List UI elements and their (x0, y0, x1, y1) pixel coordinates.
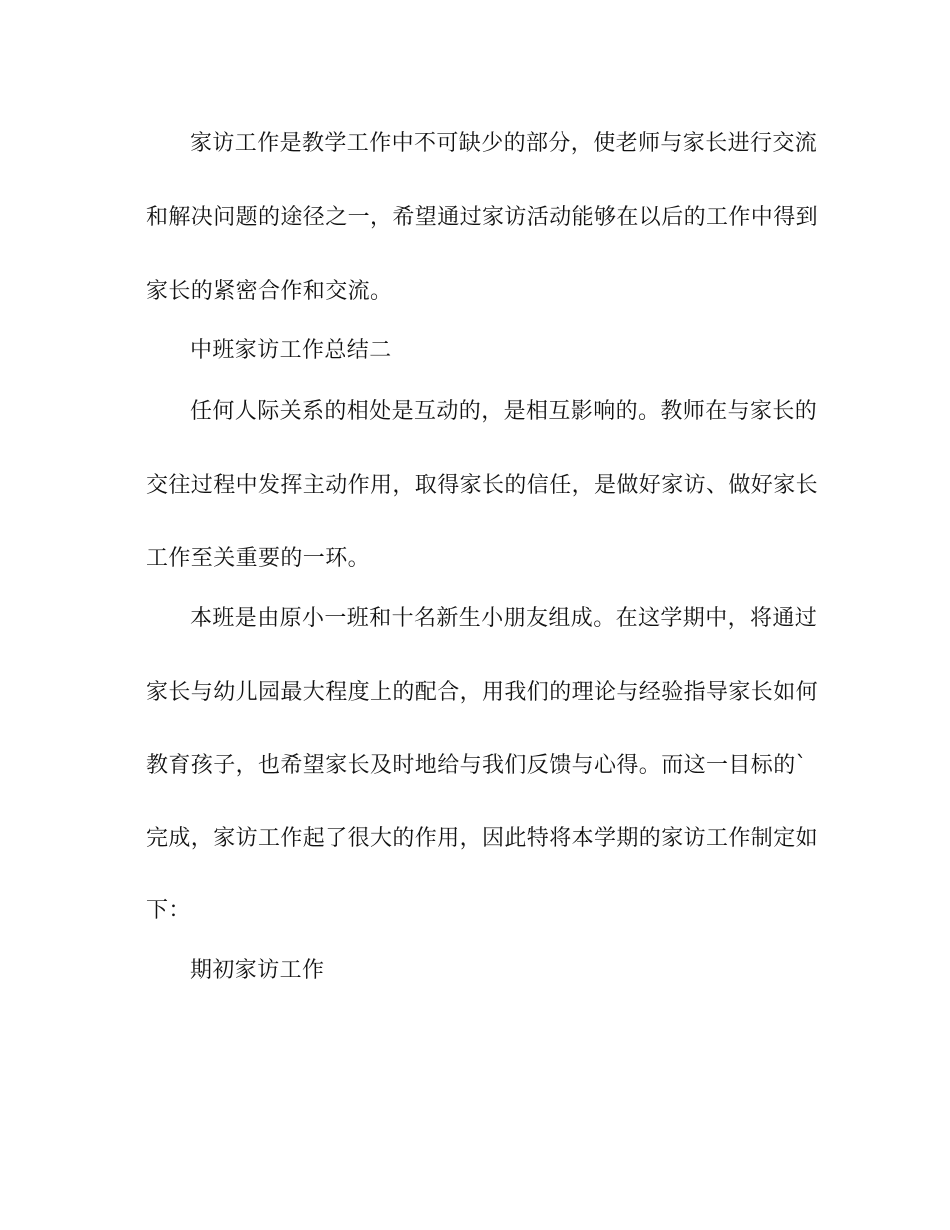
section-heading: 中班家访工作总结二 (190, 338, 392, 363)
paragraph-3-line-4: 完成，家访工作起了很大的作用，因此特将本学期的家访工作制定如 (146, 826, 819, 851)
paragraph-1-line-1: 家访工作是教学工作中不可缺少的部分，使老师与家长进行交流 (190, 131, 818, 156)
paragraph-1-line-3: 家长的紧密合作和交流。 (146, 279, 393, 304)
paragraph-1-line-2: 和解决问题的途径之一，希望通过家访活动能够在以后的工作中得到 (146, 205, 819, 230)
subsection-heading: 期初家访工作 (190, 958, 325, 983)
paragraph-2-line-2: 交往过程中发挥主动作用，取得家长的信任，是做好家访、做好家长 (146, 473, 819, 498)
paragraph-3-line-3: 教育孩子，也希望家长及时地给与我们反馈与心得。而这一目标的` (146, 753, 808, 778)
paragraph-3-line-5: 下： (146, 898, 191, 923)
paragraph-3-line-2: 家长与幼儿园最大程度上的配合，用我们的理论与经验指导家长如何 (146, 680, 819, 705)
paragraph-2-line-1: 任何人际关系的相处是互动的，是相互影响的。教师在与家长的 (190, 399, 818, 424)
paragraph-3-line-1: 本班是由原小一班和十名新生小朋友组成。在这学期中，将通过 (190, 606, 818, 631)
paragraph-2-line-3: 工作至关重要的一环。 (146, 546, 371, 571)
